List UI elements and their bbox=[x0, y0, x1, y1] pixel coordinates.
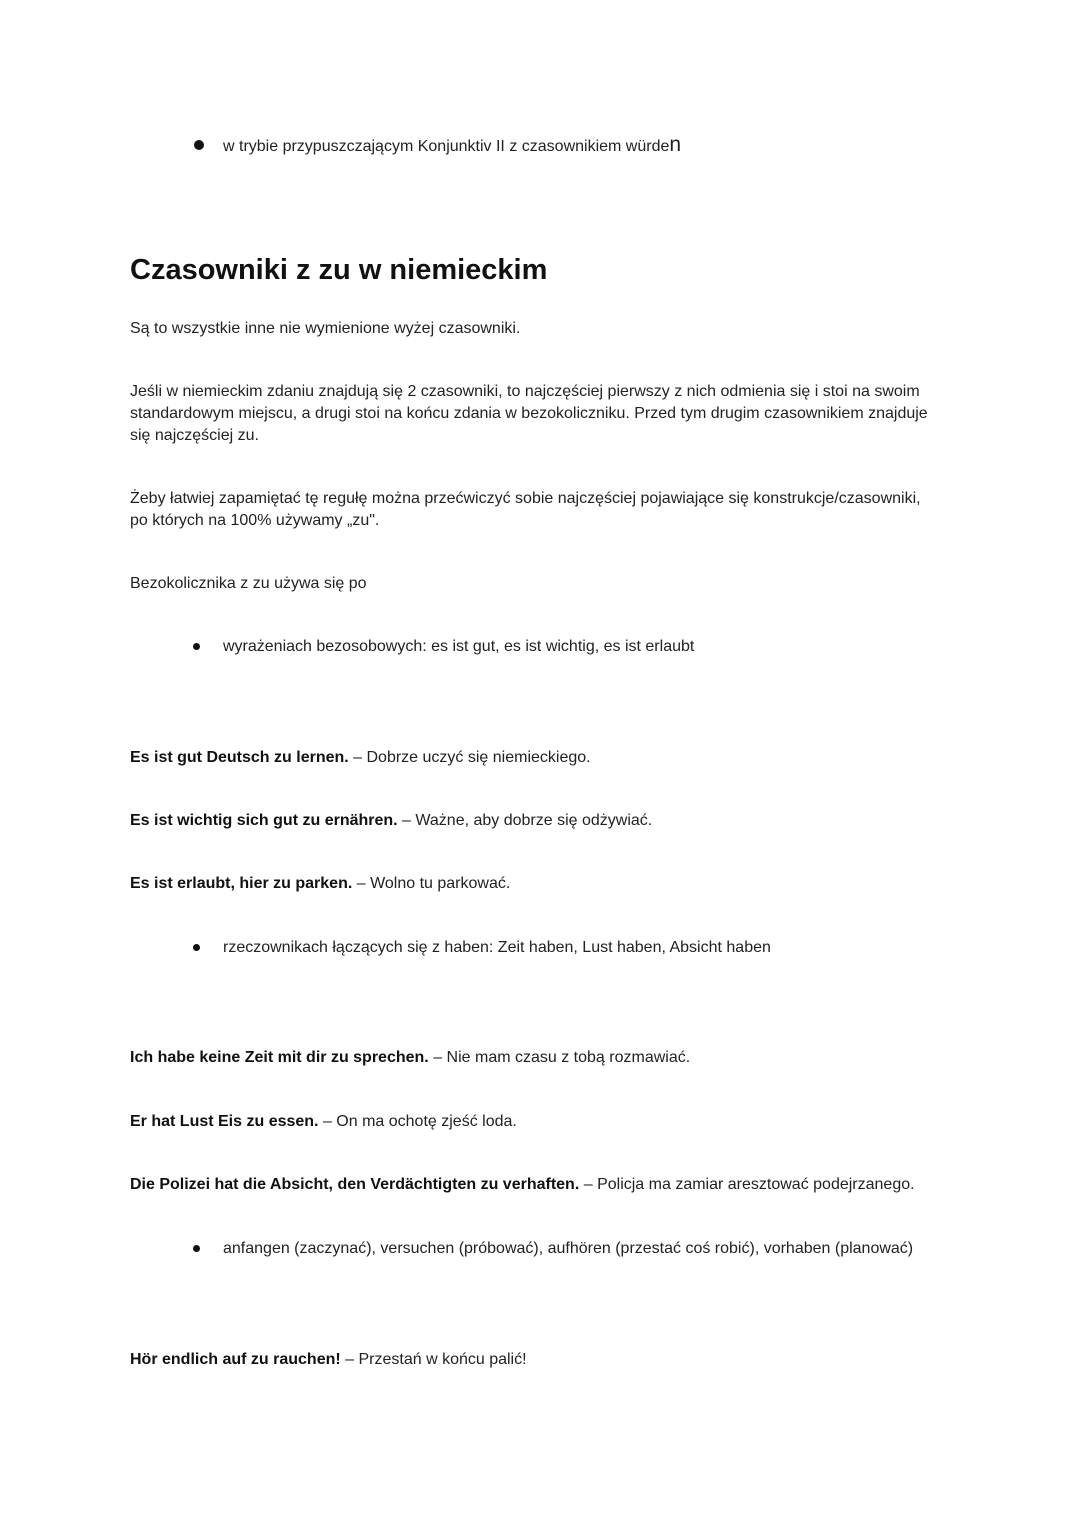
list-item-top bbox=[223, 134, 681, 158]
page-title: Czasowniki z zu w niemieckim bbox=[130, 254, 548, 286]
paragraph-after: Bezokolicznika z zu używa się po bbox=[130, 575, 367, 592]
paragraph-tip-line-1: Żeby łatwiej zapamiętać tę regułę można przećwiczyć sobie najczęściej pojawiające się konstrukcje/czasowniki, bbox=[130, 490, 921, 507]
example-german: Hör endlich auf zu rauchen! bbox=[130, 1351, 341, 1368]
list-item-text: w trybie przypuszczającym Konjunktiv II z czasownikiem würde bbox=[223, 138, 670, 155]
bullet-dot-icon bbox=[193, 643, 200, 650]
example-translation: – Nie mam czasu z tobą rozmawiać. bbox=[428, 1049, 691, 1066]
example-translation: – Ważne, aby dobrze się odżywiać. bbox=[397, 812, 653, 829]
paragraph-rule-line-3: się najczęściej zu. bbox=[130, 427, 259, 444]
example-sentence bbox=[130, 1111, 517, 1133]
paragraph-rule-line-2: standardowym miejscu, a drugi stoi na końcu zdania w bezokoliczniku. Przed tym drugim czasownikiem znajduje bbox=[130, 405, 928, 422]
example-sentence bbox=[130, 1047, 690, 1069]
example-translation: – Dobrze uczyć się niemieckiego. bbox=[348, 749, 591, 766]
list-item: anfangen (zaczynać), versuchen (próbować), aufhören (przestać coś robić), vorhaben (planować) bbox=[223, 1240, 914, 1257]
bullet-dot-icon bbox=[193, 1245, 200, 1252]
example-sentence bbox=[130, 873, 510, 895]
paragraph-tip-line-2: po których na 100% używamy „zu". bbox=[130, 512, 380, 529]
example-sentence bbox=[130, 747, 591, 769]
paragraph-intro: Są to wszystkie inne nie wymienione wyżej czasowniki. bbox=[130, 320, 521, 337]
example-german: Es ist wichtig sich gut zu ernähren. bbox=[130, 812, 398, 829]
example-german: Die Polizei hat die Absicht, den Verdächtigten zu verhaften. bbox=[130, 1176, 580, 1193]
example-german: Er hat Lust Eis zu essen. bbox=[130, 1113, 319, 1130]
example-german: Es ist gut Deutsch zu lernen. bbox=[130, 749, 349, 766]
example-sentence bbox=[130, 1174, 915, 1196]
bullet-dot-icon bbox=[194, 140, 204, 150]
bullet-dot-icon bbox=[193, 944, 200, 951]
list-item: wyrażeniach bezosobowych: es ist gut, es ist wichtig, es ist erlaubt bbox=[223, 638, 695, 655]
example-translation: – Policja ma zamiar aresztować podejrzanego. bbox=[579, 1176, 915, 1193]
list-item: rzeczownikach łączących się z haben: Zeit haben, Lust haben, Absicht haben bbox=[223, 939, 771, 956]
example-german: Ich habe keine Zeit mit dir zu sprechen. bbox=[130, 1049, 429, 1066]
example-sentence bbox=[130, 1349, 527, 1371]
paragraph-rule-line-1: Jeśli w niemieckim zdaniu znajdują się 2 czasowniki, to najczęściej pierwszy z nich odmienia się i stoi na swoim bbox=[130, 383, 920, 400]
example-translation: – Przestań w końcu palić! bbox=[340, 1351, 527, 1368]
example-translation: – Wolno tu parkować. bbox=[352, 875, 511, 892]
list-item-last-letter: n bbox=[669, 133, 682, 156]
example-german: Es ist erlaubt, hier zu parken. bbox=[130, 875, 353, 892]
example-sentence bbox=[130, 810, 652, 832]
example-translation: – On ma ochotę zjeść loda. bbox=[318, 1113, 517, 1130]
